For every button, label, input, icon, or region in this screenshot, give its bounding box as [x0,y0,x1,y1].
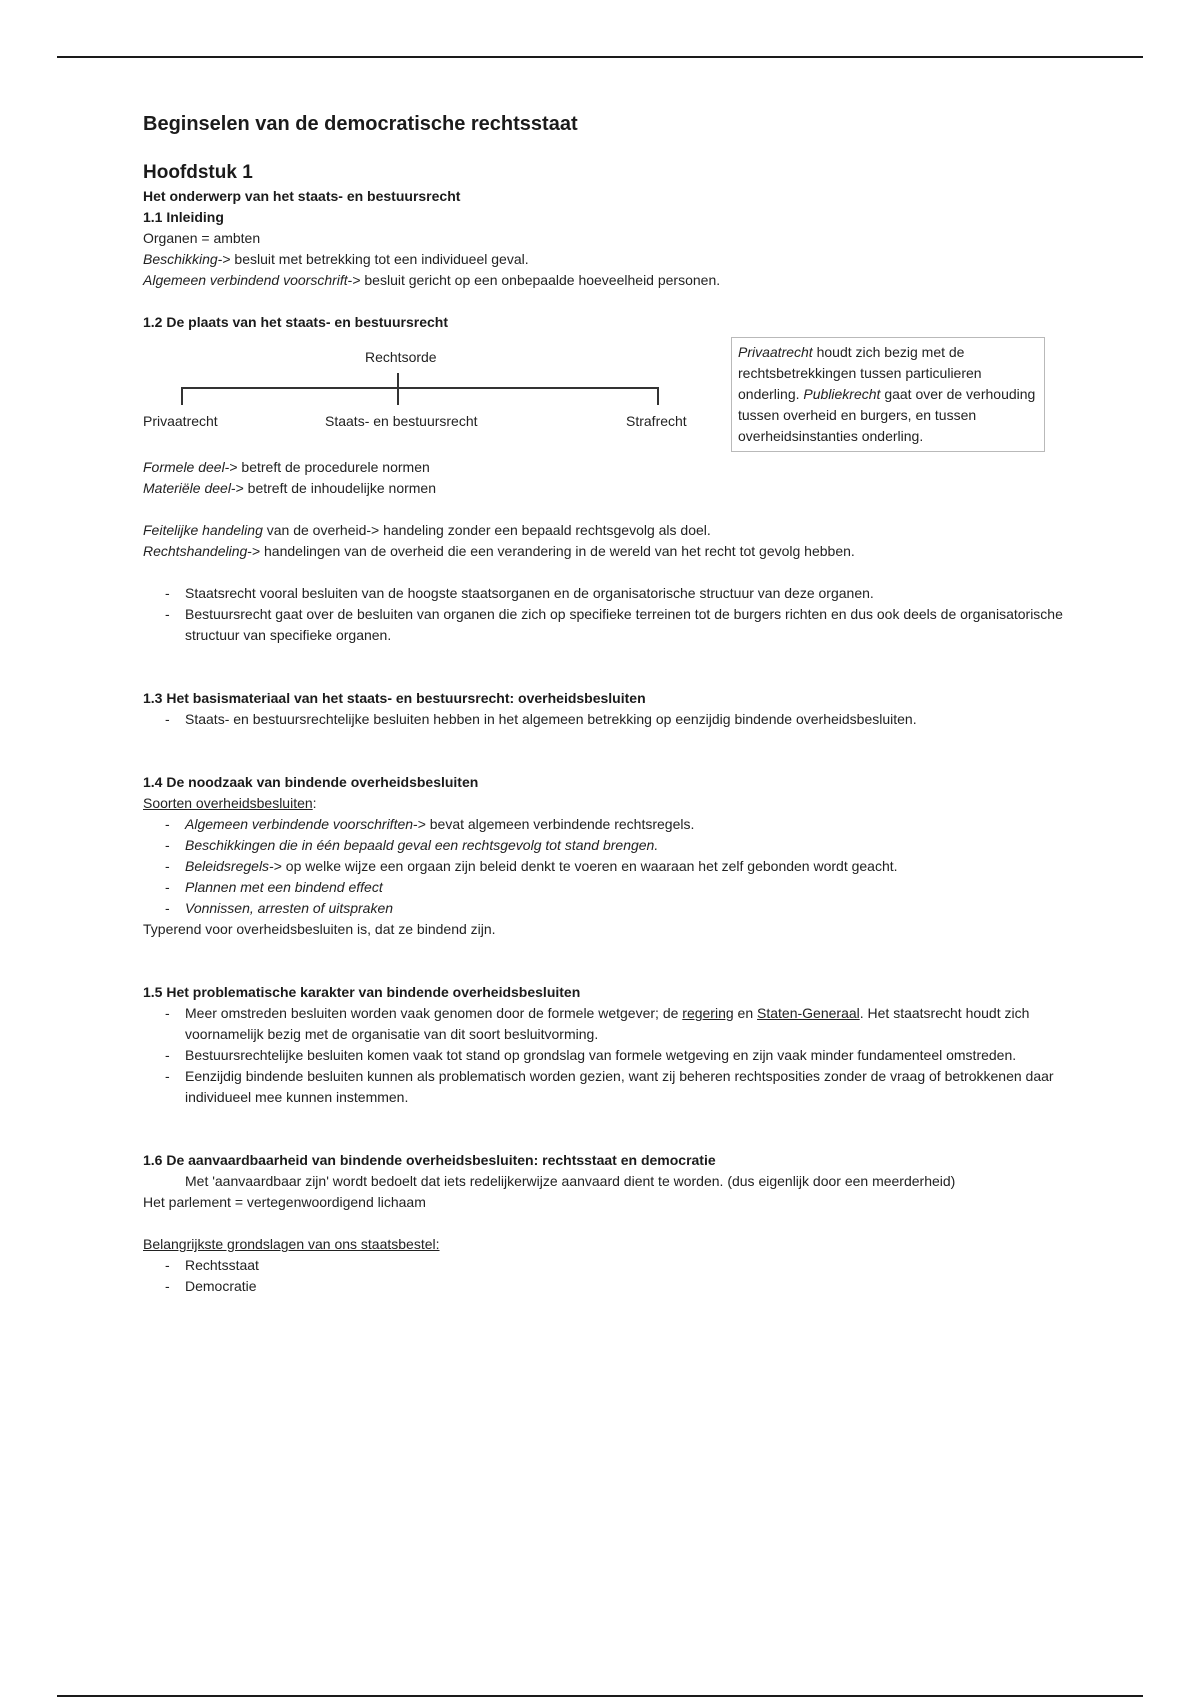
list-item: - Democratie [161,1276,1063,1297]
chapter-heading: Hoofdstuk 1 [143,162,253,183]
list-item: - Plannen met een bindend effect [161,877,1063,898]
rechtsorde-diagram [143,337,1063,457]
list-item: - Rechtsstaat [161,1255,1063,1276]
tree-middle-label: Staats- en bestuursrecht [325,413,478,429]
tree-right-connector [657,387,659,405]
tree-middle-connector [397,373,399,405]
top-rule [57,56,1143,58]
feitelijke-handeling-line: Feitelijke handeling van de overheid-> handeling zonder een bepaald rechtsgevolg als doel. [143,522,711,538]
list-item: - Bestuursrechtelijke besluiten komen vaak tot stand op grondslag van formele wetgeving en zijn vaak minder fundamenteel omstreden. [161,1045,1063,1066]
section-1-2-list [143,583,1063,646]
list-item: - Staats- en bestuursrechtelijke besluiten hebben in het algemeen betrekking op eenzijdig bindende overheidsbesluiten. [161,709,1063,730]
list-item: - Beschikkingen die in één bepaald geval een rechtsgevolg tot stand brengen. [161,835,1063,856]
document-title: Beginselen van de democratische rechtsstaat [143,113,578,135]
section-1-5-list [143,1003,1063,1108]
chapter-subtitle: Het onderwerp van het staats- en bestuursrecht [143,188,461,204]
section-1-6-list [143,1255,1063,1297]
parlement-line: Het parlement = vertegenwoordigend lichaam [143,1194,426,1210]
section-1-5-heading: 1.5 Het problematische karakter van bindende overheidsbesluiten [143,984,581,1000]
formele-deel-line: Formele deel-> betreft de procedurele normen [143,459,430,475]
section-1-6-heading: 1.6 De aanvaardbaarheid van bindende overheidsbesluiten: rechtsstaat en democratie [143,1152,716,1168]
aanvaardbaar-note: Met 'aanvaardbaar zijn' wordt bedoelt dat iets redelijkerwijze aanvaard dient te worden. (dus eigenlijk door een meerderheid) [185,1173,956,1189]
section-1-1-heading: 1.1 Inleiding [143,209,224,225]
list-item: - Meer omstreden besluiten worden vaak genomen door de formele wetgever; de regering en Staten-Generaal. Het staatsrecht houdt zich voornamelijk bezig met de organisatie van dit soort besluitvorming. [161,1003,1063,1045]
list-item: - Eenzijdig bindende besluiten kunnen als problematisch worden gezien, want zij beheren rechtsposities zonder de vraag of betrokkenen daar individueel mee kunnen instemmen. [161,1066,1063,1108]
list-item: - Bestuursrecht gaat over de besluiten van organen die zich op specifieke terreinen tot de burgers richten en dus ook deels de organisatorische structuur van specifieke organen. [161,604,1063,646]
section-1-3-heading: 1.3 Het basismateriaal van het staats- en bestuursrecht: overheidsbesluiten [143,690,646,706]
rechtshandeling-line: Rechtshandeling-> handelingen van de overheid die een verandering in de wereld van het recht tot gevolg hebben. [143,543,855,559]
list-item: - Staatsrecht vooral besluiten van de hoogste staatsorganen en de organisatorische structuur van deze organen. [161,583,1063,604]
note-box: Privaatrecht houdt zich bezig met de rechtsbetrekkingen tussen particulieren onderling. Publiekrecht gaat over de verhouding tussen overheid en burgers, en tussen overheidsinstanties onderling. [731,337,1045,452]
list-item: - Algemeen verbindende voorschriften-> bevat algemeen verbindende rechtsregels. [161,814,1063,835]
tree-right-label: Strafrecht [626,413,687,429]
avv-line: Algemeen verbindend voorschrift-> besluit gericht op een onbepaalde hoeveelheid personen. [143,272,721,288]
tree-left-label: Privaatrecht [143,413,218,429]
soorten-subheading: Soorten overheidsbesluiten: [143,795,317,811]
grondslagen-subheading: Belangrijkste grondslagen van ons staatsbestel: [143,1236,440,1252]
typerend-line: Typerend voor overheidsbesluiten is, dat ze bindend zijn. [143,921,496,937]
section-1-4-heading: 1.4 De noodzaak van bindende overheidsbesluiten [143,774,479,790]
rechtsorde-tree [143,337,703,447]
beschikking-line: Beschikking-> besluit met betrekking tot een individueel geval. [143,251,529,267]
section-1-2-heading: 1.2 De plaats van het staats- en bestuursrecht [143,314,448,330]
tree-root-label: Rechtsorde [365,349,437,365]
document-body [143,110,1063,1297]
list-item: - Vonnissen, arresten of uitspraken [161,898,1063,919]
tree-horizontal-line [181,387,659,389]
section-1-4-list [143,814,1063,919]
list-item: - Beleidsregels-> op welke wijze een orgaan zijn beleid denkt te voeren en waaraan het zelf gebonden wordt geacht. [161,856,1063,877]
organen-line: Organen = ambten [143,230,261,246]
bottom-rule [57,1695,1143,1697]
tree-left-connector [181,387,183,405]
section-1-3-list [143,709,1063,730]
materiele-deel-line: Materiële deel-> betreft de inhoudelijke normen [143,480,437,496]
